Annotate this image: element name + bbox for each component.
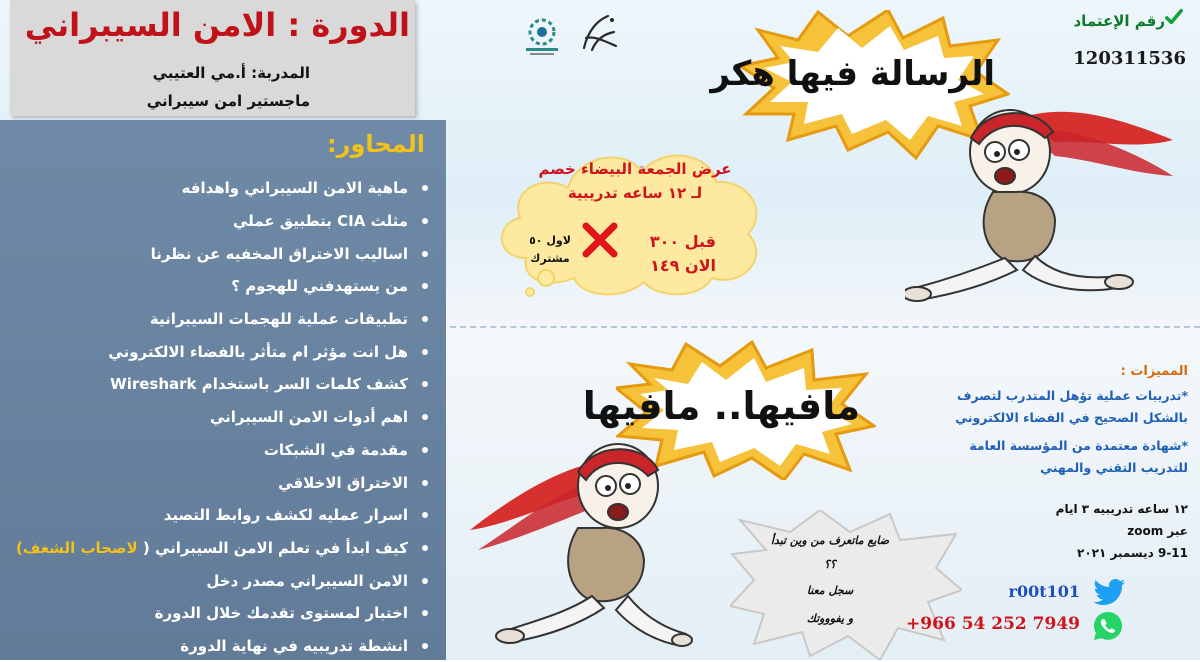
offer-subtitle: لـ ١٢ ساعه تدريبية <box>567 184 703 202</box>
twitter-handle[interactable]: r00t101 <box>1008 582 1080 601</box>
list-item <box>0 172 440 205</box>
bullet-icon <box>422 545 428 551</box>
course-duration: ١٢ ساعه تدريبيه ٣ ايام <box>1055 502 1188 516</box>
list-item <box>0 205 440 238</box>
feature-2-line-1: *شهادة معتمدة من المؤسسة العامة <box>969 438 1188 453</box>
handwritten-line-1: ضايع ماتعرف من وين تبدأ <box>770 534 890 547</box>
topic-text <box>16 539 408 557</box>
topic-main: كيف ابدأ في تعلم الامن السيبراني ( <box>142 538 408 557</box>
course-platform: عبر zoom <box>1127 524 1188 538</box>
topic-text: تطبيقات عملية للهجمات السيبرانية <box>149 310 408 329</box>
list-item <box>0 401 440 434</box>
topic-text: اسرار عمليه لكشف روابط التصيد <box>163 506 408 525</box>
bullet-icon <box>422 643 428 649</box>
twitter-icon[interactable] <box>1094 578 1126 606</box>
bullet-icon <box>422 283 428 289</box>
first-50-subscribers: مشترك <box>530 252 570 265</box>
check-icon <box>1165 8 1183 26</box>
institution-logo-icon <box>520 14 564 58</box>
feature-1-line-1: *تدريبات عملية تؤهل المتدرب لتصرف <box>956 388 1188 403</box>
topic-text: اهم أدوات الامن السيبراني <box>209 408 408 427</box>
list-item <box>0 434 440 467</box>
running-man-cartoon-top <box>905 80 1175 305</box>
bullet-icon <box>422 447 428 453</box>
list-item <box>0 335 440 368</box>
bullet-icon <box>422 480 428 486</box>
list-item <box>0 630 440 662</box>
price-now: الان ١٤٩ <box>650 256 716 275</box>
dashed-divider <box>440 326 1200 328</box>
topic-text: ماهية الامن السيبراني واهدافه <box>181 179 408 198</box>
whatsapp-icon[interactable] <box>1092 610 1124 642</box>
accreditation-number: 120311536 <box>1073 48 1186 69</box>
speech-burst-bottom-text: مافيها.. مافيها <box>582 384 860 428</box>
calligraphy-logo-icon <box>578 10 622 60</box>
list-item <box>0 564 440 597</box>
topics-heading: المحاور: <box>327 130 425 158</box>
bullet-icon <box>422 349 428 355</box>
topic-text: مثلث CIA بتطبيق عملي <box>232 212 408 231</box>
topic-text: اختبار لمستوى تقدمك خلال الدورة <box>154 604 408 623</box>
bullet-icon <box>422 251 428 257</box>
course-title: الدورة : الامن السيبراني <box>24 6 410 44</box>
cross-icon <box>580 222 620 258</box>
bullet-icon <box>422 218 428 224</box>
list-item <box>0 597 440 630</box>
topic-text: الاختراق الاخلاقي <box>278 473 408 492</box>
handwritten-line-3: سجل معنا <box>806 584 854 597</box>
trainer-degree: ماجستير امن سيبراني <box>146 92 310 110</box>
bullet-icon <box>422 316 428 322</box>
list-item <box>0 499 440 532</box>
feature-2-line-2: للتدريب التقني والمهني <box>1040 460 1188 475</box>
list-item <box>0 270 440 303</box>
accreditation-label: رقم الإعتماد <box>1073 12 1165 30</box>
bullet-icon <box>422 185 428 191</box>
handwritten-line-2: ؟؟ <box>824 558 836 571</box>
bullet-icon <box>422 512 428 518</box>
topics-list <box>0 172 440 662</box>
trainer-name: المدربة: أ.مي العتيبي <box>152 64 310 82</box>
bullet-icon <box>422 381 428 387</box>
topic-text: انشطة تدريبيه في نهاية الدورة <box>180 636 408 655</box>
topic-text: من يستهدفني للهجوم ؟ <box>231 277 408 296</box>
first-50-label: لاول ٥٠ <box>529 234 571 247</box>
topic-text: هل انت مؤثر ام متأثر بالفضاء الالكتروني <box>108 342 408 361</box>
bullet-icon <box>422 578 428 584</box>
topic-text: كشف كلمات السر باستخدام Wireshark <box>110 375 408 394</box>
topic-text: اساليب الاختراق المخفيه عن نظرنا <box>150 244 408 263</box>
list-item <box>0 466 440 499</box>
topic-highlight: لاصحاب الشغف) <box>16 538 138 557</box>
list-item <box>0 532 440 565</box>
handwritten-line-4: و يفوووتك <box>806 612 854 625</box>
list-item <box>0 368 440 401</box>
running-man-cartoon-bottom <box>468 420 693 655</box>
speech-burst-top-text: الرسالة فيها هكر <box>710 54 995 94</box>
topic-text: الامن السيبراني مصدر دخل <box>206 571 408 590</box>
list-item <box>0 303 440 336</box>
topic-text: مقدمة في الشبكات <box>263 440 408 459</box>
list-item <box>0 237 440 270</box>
price-before: قبل ٣٠٠ <box>649 232 716 251</box>
whatsapp-number[interactable]: +966 54 252 7949 <box>906 614 1080 634</box>
bullet-icon <box>422 610 428 616</box>
features-heading: المميزات : <box>1120 364 1188 379</box>
bullet-icon <box>422 414 428 420</box>
offer-title: عرض الجمعة البيضاء خصم <box>538 160 732 178</box>
course-dates: 9-11 ديسمبر ٢٠٢١ <box>1077 546 1188 560</box>
feature-1-line-2: بالشكل الصحيح في الفضاء الالكتروني <box>955 410 1188 425</box>
